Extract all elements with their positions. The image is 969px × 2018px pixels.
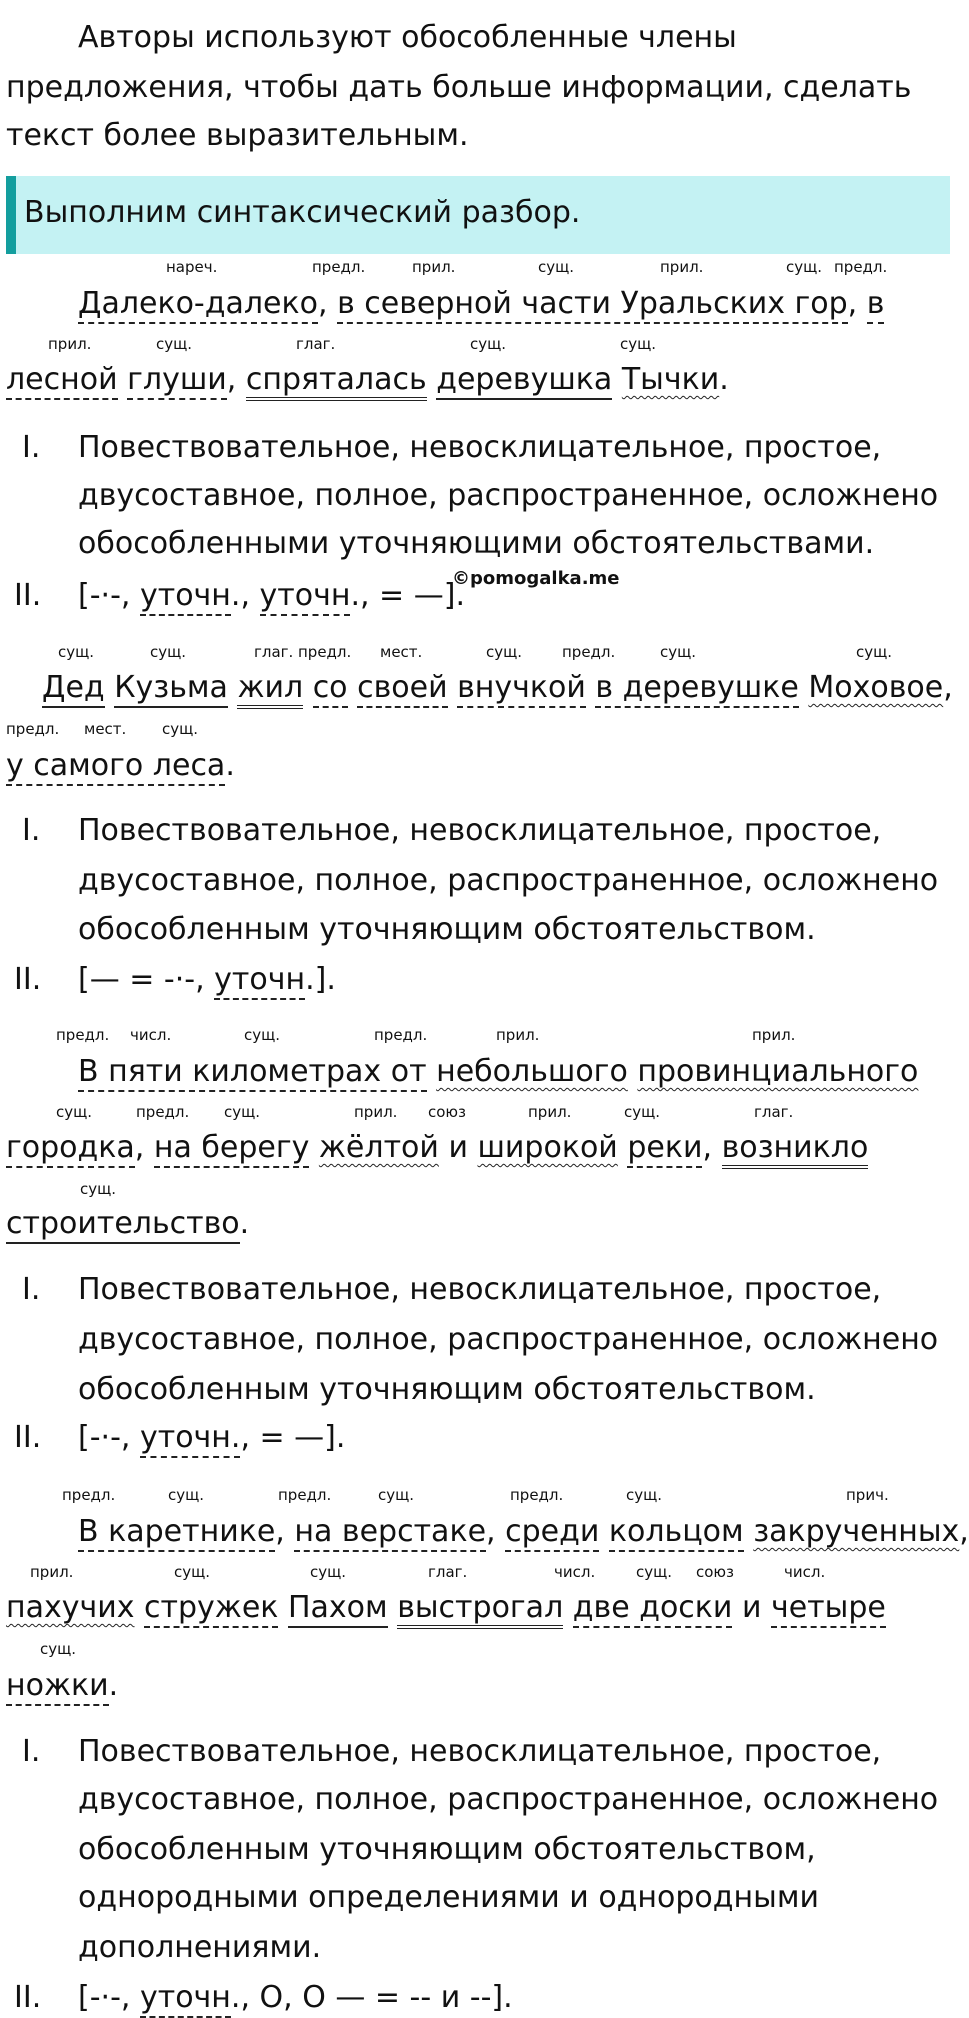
word: лесной xyxy=(6,362,118,400)
word: со xyxy=(313,670,348,708)
label: сущ. xyxy=(636,1563,673,1581)
sentence-3-line-1 xyxy=(78,1054,918,1090)
label: числ. xyxy=(554,1563,596,1581)
label: сущ. xyxy=(150,643,187,661)
sentence-4-line-3: ножки. xyxy=(6,1668,118,1704)
label: сущ. xyxy=(58,643,95,661)
sentence-3-line-2: городка, на берегу жёлтой и широкой реки, возникло xyxy=(6,1130,868,1166)
label: сущ. xyxy=(56,1103,93,1121)
label: предл. xyxy=(312,258,366,276)
word: провинциального xyxy=(637,1054,919,1089)
label: сущ. xyxy=(378,1486,415,1504)
label: сущ. xyxy=(224,1103,261,1121)
label: предл. xyxy=(278,1486,332,1504)
label: сущ. xyxy=(470,335,507,353)
analysis-line: однородными определениями и однородными xyxy=(78,1880,819,1915)
watermark: ©pomogalka.me xyxy=(452,568,620,589)
word: закрученных xyxy=(753,1514,960,1549)
label: сущ. xyxy=(80,1180,117,1198)
word: Дед xyxy=(42,670,105,708)
word: кольцом xyxy=(609,1514,744,1552)
word: реки xyxy=(627,1130,702,1168)
analysis-line: дополнениями. xyxy=(78,1930,322,1965)
sentence-1-line-2: лесной глуши, спряталась деревушка Тычки. xyxy=(6,362,729,398)
label: прил. xyxy=(412,258,456,276)
label: прич. xyxy=(846,1486,889,1504)
word: четыре xyxy=(771,1590,886,1628)
label: сущ. xyxy=(168,1486,205,1504)
label: предл. xyxy=(62,1486,116,1504)
word: на верстаке xyxy=(294,1514,486,1552)
label: числ. xyxy=(784,1563,826,1581)
label: предл. xyxy=(834,258,888,276)
label: прил. xyxy=(30,1563,74,1581)
label: сущ. xyxy=(40,1640,77,1658)
label: прил. xyxy=(528,1103,572,1121)
label: сущ. xyxy=(174,1563,211,1581)
word: Моховое xyxy=(808,670,944,705)
analysis-line: обособленным уточняющим обстоятельством. xyxy=(78,912,816,947)
label: сущ. xyxy=(856,643,893,661)
label: глаг. xyxy=(296,335,336,353)
sentence-4-line-1: В каретнике, на верстаке, среди кольцом закрученных, xyxy=(78,1514,969,1550)
label: сущ. xyxy=(486,643,523,661)
scheme: [— = -·-, уточн.]. xyxy=(78,962,336,998)
label: сущ. xyxy=(660,643,697,661)
word: жёлтой xyxy=(318,1130,439,1165)
analysis-line: Повествовательное, невосклицательное, простое, xyxy=(78,430,882,465)
analysis-line: обособленным уточняющим обстоятельством, xyxy=(78,1832,816,1867)
word: в xyxy=(867,286,885,324)
label: сущ. xyxy=(156,335,193,353)
scheme: [-·-, уточн., О, О — = -- и --]. xyxy=(78,1980,513,2016)
roman-numeral: II. xyxy=(14,1980,42,2015)
word: среди xyxy=(505,1514,599,1552)
word: выстрогал xyxy=(397,1590,563,1629)
label: глаг. xyxy=(428,1563,468,1581)
word: в северной части Уральских гор xyxy=(337,286,848,324)
label: числ. xyxy=(130,1026,172,1044)
word: строительство xyxy=(6,1206,240,1244)
roman-numeral: II. xyxy=(14,1420,42,1455)
word: на берегу xyxy=(154,1130,310,1168)
label: сущ. xyxy=(624,1103,661,1121)
sentence-1-line-1: Далеко-далеко, в северной части Уральских гор, в xyxy=(78,286,884,322)
label: прил. xyxy=(354,1103,398,1121)
word: Далеко-далеко xyxy=(78,286,318,324)
label: предл. xyxy=(56,1026,110,1044)
word: глуши xyxy=(127,362,227,400)
analysis-line: двусоставное, полное, распространенное, осложнено xyxy=(78,863,939,898)
label: нареч. xyxy=(166,258,218,276)
label: сущ. xyxy=(538,258,575,276)
analysis-line: Повествовательное, невосклицательное, простое, xyxy=(78,1734,882,1769)
word: две доски xyxy=(573,1590,733,1628)
word: небольшого xyxy=(436,1054,628,1089)
scheme: [-·-, уточн., = —]. xyxy=(78,1420,345,1456)
roman-numeral: II. xyxy=(14,962,42,997)
word: внучкой xyxy=(457,670,586,708)
analysis-line: двусоставное, полное, распространенное, осложнено xyxy=(78,1782,939,1817)
word: своей xyxy=(357,670,447,708)
label: мест. xyxy=(84,720,127,738)
label: глаг. xyxy=(254,643,294,661)
analysis-line: Повествовательное, невосклицательное, простое, xyxy=(78,1272,882,1307)
sentence-2-line-1: Дед Кузьма жил со своей внучкой в деревушке Моховое, xyxy=(42,670,953,706)
word: деревушка xyxy=(436,362,612,400)
label: союз xyxy=(428,1103,467,1121)
analysis-line: двусоставное, полное, распространенное, осложнено xyxy=(78,1322,939,1357)
roman-numeral: II. xyxy=(14,578,42,613)
word: пахучих xyxy=(6,1590,135,1625)
word: В каретнике xyxy=(78,1514,275,1552)
label: мест. xyxy=(380,643,423,661)
label: предл. xyxy=(374,1026,428,1044)
roman-numeral: I. xyxy=(22,430,41,465)
analysis-line: обособленным уточняющим обстоятельством. xyxy=(78,1372,816,1407)
sentence-3-line-3: строительство. xyxy=(6,1206,249,1242)
word: городка xyxy=(6,1130,135,1168)
sentence-4-line-2: пахучих стружек Пахом выстрогал две доски и четыре xyxy=(6,1590,886,1626)
label: прил. xyxy=(496,1026,540,1044)
word: возникло xyxy=(722,1130,869,1169)
word: Тычки xyxy=(621,362,720,397)
intro-line-1: Авторы используют обособленные члены xyxy=(78,20,737,55)
roman-numeral: I. xyxy=(22,1272,41,1307)
scheme: [-·-, уточн., уточн., = —]. xyxy=(78,578,465,614)
label: сущ. xyxy=(244,1026,281,1044)
banner-title: Выполним синтаксический разбор. xyxy=(24,195,581,230)
label: прил. xyxy=(660,258,704,276)
sentence-2-line-2: у самого леса. xyxy=(6,748,235,784)
label: сущ. xyxy=(620,335,657,353)
intro-line-2: предложения, чтобы дать больше информации, сделать xyxy=(6,70,912,105)
banner-accent-bar xyxy=(6,176,16,254)
roman-numeral: I. xyxy=(22,813,41,848)
label: сущ. xyxy=(310,1563,347,1581)
label: предл. xyxy=(6,720,60,738)
word: ножки xyxy=(6,1668,109,1706)
label: союз xyxy=(696,1563,735,1581)
word: жил xyxy=(237,670,303,709)
label: глаг. xyxy=(754,1103,794,1121)
word: у самого леса xyxy=(6,748,225,786)
analysis-line: Повествовательное, невосклицательное, простое, xyxy=(78,813,882,848)
label: прил. xyxy=(48,335,92,353)
word: широкой xyxy=(477,1130,618,1165)
word: Кузьма xyxy=(114,670,228,708)
label: сущ. xyxy=(786,258,823,276)
word: в деревушке xyxy=(595,670,798,708)
section-banner xyxy=(6,176,950,254)
label: предл. xyxy=(562,643,616,661)
label: предл. xyxy=(136,1103,190,1121)
label: предл. xyxy=(298,643,352,661)
analysis-line: двусоставное, полное, распространенное, осложнено xyxy=(78,478,939,513)
word: спряталась xyxy=(246,362,427,401)
label: сущ. xyxy=(162,720,199,738)
word: В пяти километрах от xyxy=(78,1054,427,1092)
word: Пахом xyxy=(288,1590,388,1628)
label: сущ. xyxy=(626,1486,663,1504)
intro-line-3: текст более выразительным. xyxy=(6,118,469,153)
label: прил. xyxy=(752,1026,796,1044)
label: предл. xyxy=(510,1486,564,1504)
word: стружек xyxy=(144,1590,278,1628)
roman-numeral: I. xyxy=(22,1734,41,1769)
analysis-line: обособленными уточняющими обстоятельствами. xyxy=(78,526,875,561)
